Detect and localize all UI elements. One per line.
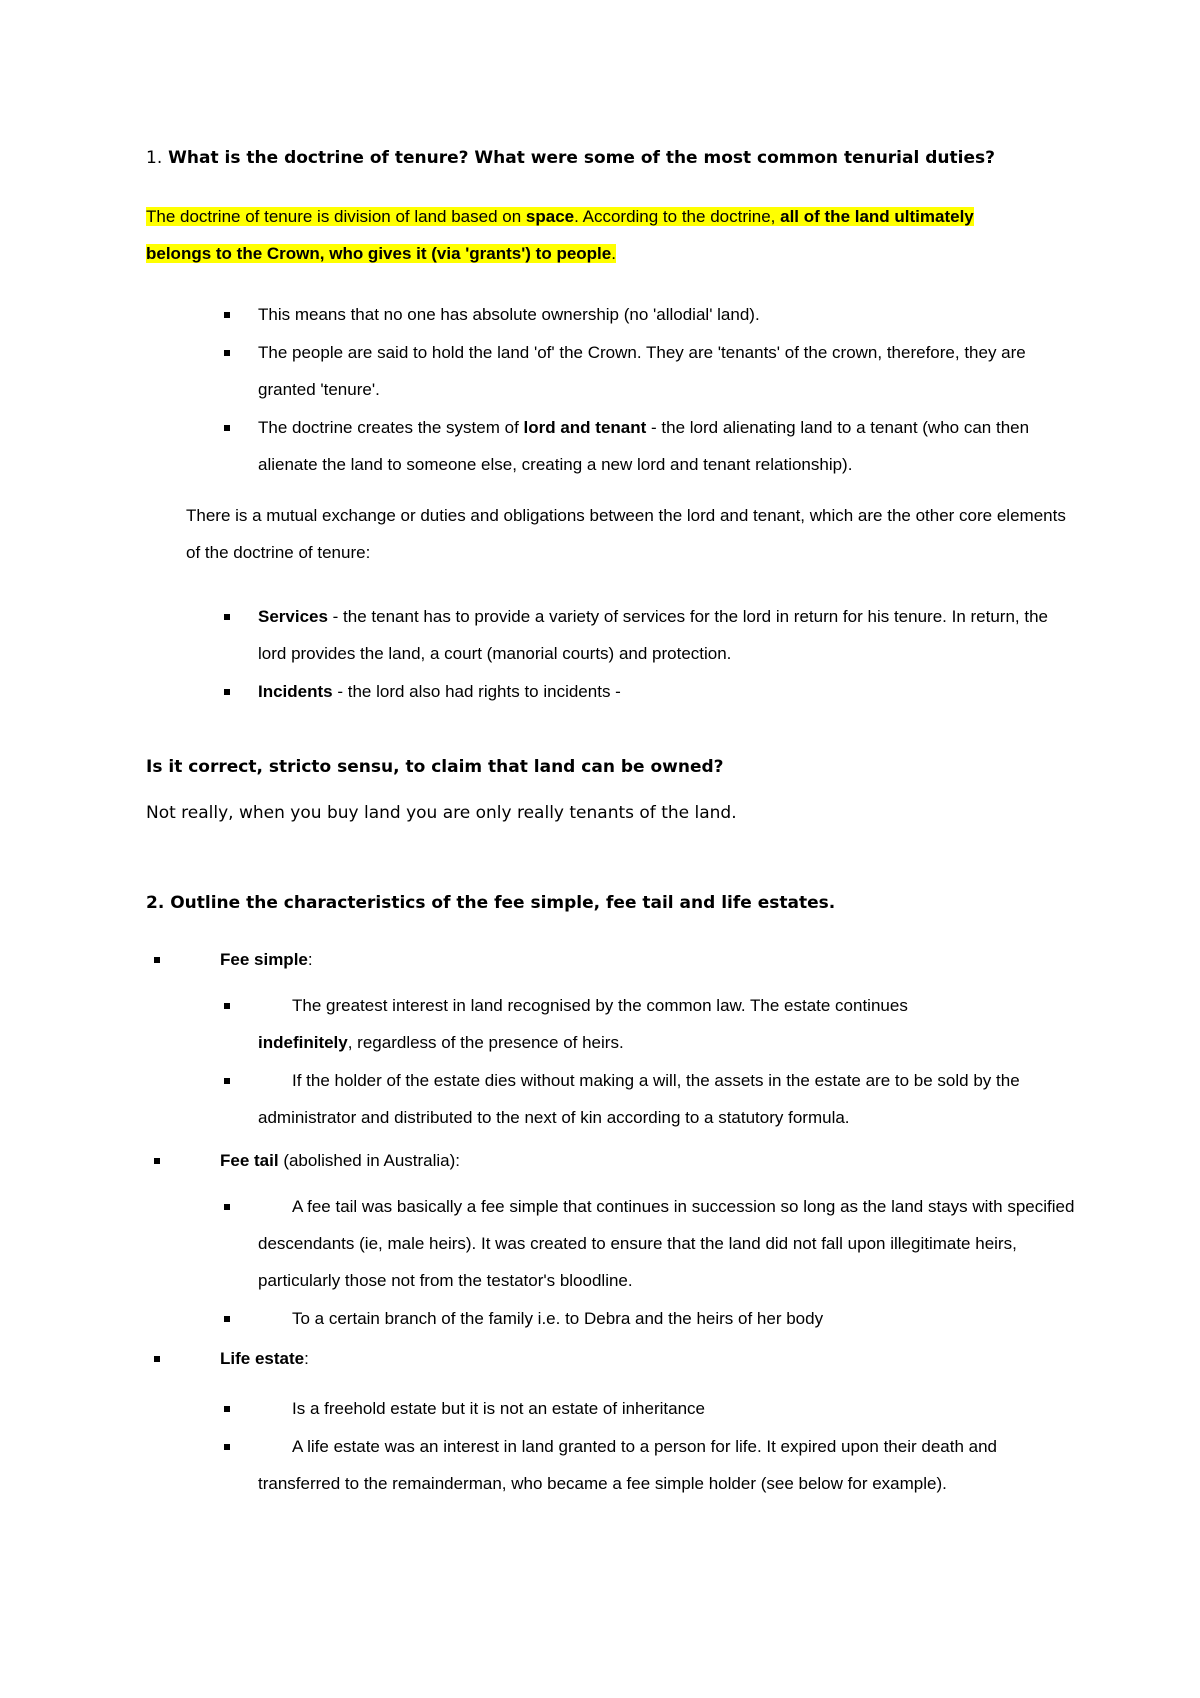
list-item: A life estate was an interest in land granted to a person for life. It expired upon their death and transferred to the remainderman, who became a fee simple holder (see below for example). <box>258 1437 998 1493</box>
list-item-services: Services - the tenant has to provide a variety of services for the lord in return for his tenure. In return, the lord provides the land, a court (manorial courts) and protection. <box>258 607 1048 663</box>
bullet-marker <box>154 1356 160 1362</box>
list-item: The greatest interest in land recognised by the common law. The estate continues indefinitely, regardless of the presence of heirs. <box>258 996 908 1052</box>
life-estate-heading: Life estate: <box>220 1349 309 1368</box>
list-item: To a certain branch of the family i.e. to Debra and the heirs of her body <box>292 1309 824 1328</box>
mutual-exchange-paragraph: There is a mutual exchange or duties and obligations between the lord and tenant, which are the other core elements of the doctrine of tenure: <box>186 506 1066 562</box>
bullet-marker <box>224 1204 230 1210</box>
question-1-heading <box>146 148 995 168</box>
list-item: A fee tail was basically a fee simple that continues in succession so long as the land stays with specified descendants (ie, male heirs). It was created to ensure that the land did not fall upon illegitimate heirs, particularly those not from the testator's bloodline. <box>258 1197 1075 1290</box>
definition-text-1: The doctrine of tenure is division of land based on <box>146 207 526 226</box>
question-2-heading: 2. Outline the characteristics of the fee simple, fee tail and life estates. <box>146 893 836 913</box>
fee-tail-heading: Fee tail (abolished in Australia): <box>220 1151 461 1170</box>
bullet-marker <box>154 1158 160 1164</box>
indefinitely-bold: indefinitely <box>258 1033 348 1052</box>
bullet-marker <box>224 425 230 431</box>
list-item: This means that no one has absolute ownership (no 'allodial' land). <box>258 305 760 324</box>
list-item: The doctrine creates the system of lord and tenant - the lord alienating land to a tenant (who can then alienate the land to someone else, creating a new lord and tenant relationship). <box>258 418 1030 474</box>
doctrine-definition-paragraph <box>146 198 1026 272</box>
ownership-question: Is it correct, stricto sensu, to claim that land can be owned? <box>146 757 724 777</box>
bullet-marker <box>224 1003 230 1009</box>
lord-and-tenant-bold: lord and tenant <box>523 418 647 437</box>
bullet-marker <box>224 350 230 356</box>
definition-bold-crown: all of the land ultimately belongs to the Crown, who gives it (via 'grants') to people <box>146 207 974 263</box>
question-1-title: What is the doctrine of tenure? What were some of the most common tenurial duties? <box>168 148 995 168</box>
ownership-answer: Not really, when you buy land you are only really tenants of the land. <box>146 803 737 823</box>
list-item-incidents: Incidents - the lord also had rights to incidents - <box>258 682 621 701</box>
bullet-marker <box>224 1444 230 1450</box>
bullet-marker <box>224 1406 230 1412</box>
bullet-marker <box>224 689 230 695</box>
list-item: Is a freehold estate but it is not an estate of inheritance <box>292 1399 705 1418</box>
bullet-marker <box>224 312 230 318</box>
definition-text-2: . According to the doctrine, <box>574 207 781 226</box>
definition-text-3: . <box>611 244 616 263</box>
question-1-number: 1. <box>146 148 163 168</box>
list-item: If the holder of the estate dies without making a will, the assets in the estate are to be sold by the administrator and distributed to the next of kin according to a statutory formula. <box>258 1071 1020 1127</box>
fee-simple-heading: Fee simple: <box>220 950 313 969</box>
list-item: The people are said to hold the land 'of' the Crown. They are 'tenants' of the crown, therefore, they are granted 'tenure'. <box>258 343 1026 399</box>
bullet-marker <box>154 957 160 963</box>
definition-bold-space: space <box>525 207 575 226</box>
bullet-marker <box>224 1078 230 1084</box>
bullet-marker <box>224 614 230 620</box>
bullet-marker <box>224 1316 230 1322</box>
